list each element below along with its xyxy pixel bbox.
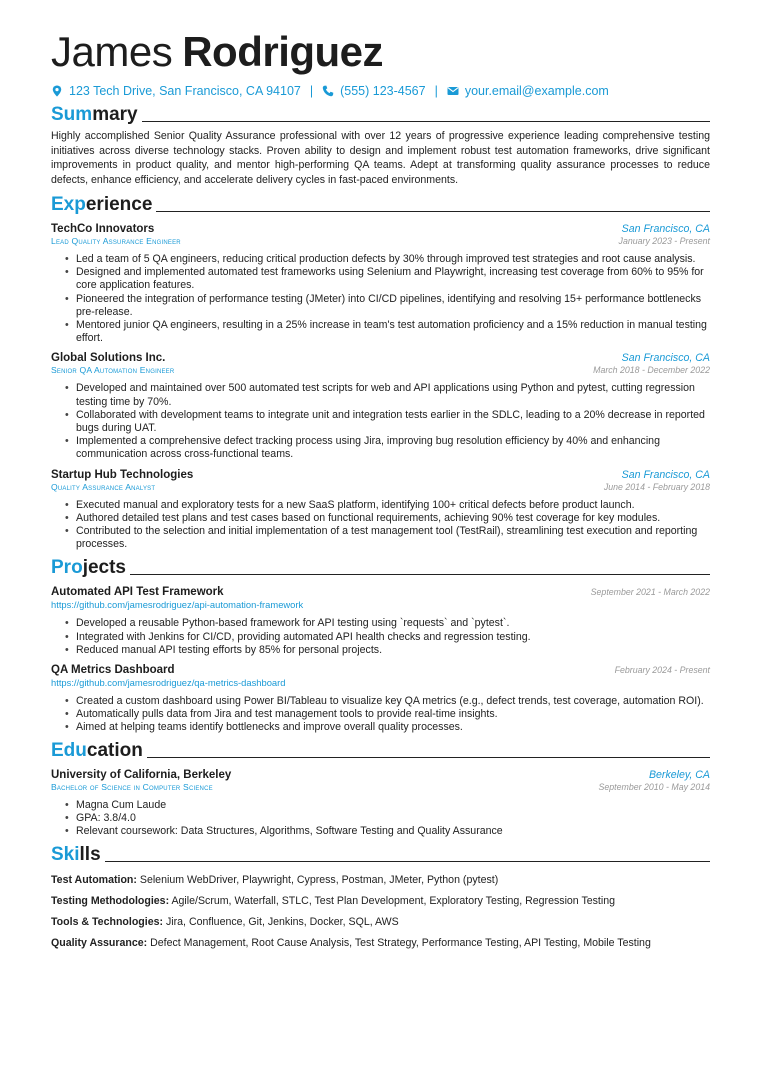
contact-line <box>51 84 710 98</box>
project-link[interactable]: https://github.com/jamesrodriguez/qa-metrics-dashboard <box>51 677 286 689</box>
section-rule <box>156 211 710 212</box>
email-link[interactable]: your.email@example.com <box>464 84 609 98</box>
envelope-icon <box>447 85 459 97</box>
list-item: • Relevant coursework: Data Structures, Algorithms, Software Testing and Quality Assurance <box>76 825 710 838</box>
section-title: Education <box>51 739 143 761</box>
job-location: San Francisco, CA <box>621 223 710 235</box>
job-dates: January 2023 - Present <box>618 236 710 246</box>
section-rule <box>147 757 710 758</box>
list-item: • Aimed at helping teams identify bottlenecks and improve overall quality processes. <box>76 721 710 734</box>
skill-label: Tools & Technologies: <box>51 916 164 929</box>
skills-heading <box>51 844 710 866</box>
skill-value: Agile/Scrum, Waterfall, STLC, Test Plan Development, Exploratory Testing, Regression Testing <box>171 895 616 908</box>
list-item: • Magna Cum Laude <box>76 799 710 812</box>
company-name: Global Solutions Inc. <box>51 352 166 365</box>
address-text: 123 Tech Drive, San Francisco, CA 94107 <box>69 84 301 98</box>
list-item: • Integrated with Jenkins for CI/CD, providing automated API health checks and regression testing. <box>76 631 710 644</box>
list-item: • Implemented a comprehensive defect tracking process using Jira, improving bug resolution efficiency by 40% and enhancing communication across cross-functional teams. <box>76 435 710 461</box>
school-location: Berkeley, CA <box>648 768 710 781</box>
contact-separator: | <box>309 84 314 98</box>
section-rule <box>142 121 710 122</box>
contact-separator: | <box>434 84 438 98</box>
skill-label: Testing Methodologies: <box>51 895 170 908</box>
job-location: San Francisco, CA <box>621 468 710 481</box>
job-title: Lead Quality Assurance Engineer <box>51 236 181 246</box>
last-name: Rodriguez <box>182 28 384 75</box>
skill-value: Defect Management, Root Cause Analysis, Test Strategy, Performance Testing, API Testing, Mobile Testing <box>150 937 651 950</box>
education-entry <box>51 769 710 839</box>
experience-entry <box>51 352 710 461</box>
job-title: Quality Assurance Analyst <box>51 481 156 492</box>
list-item: • Executed manual and exploratory tests for a new SaaS platform, identifying 100+ critical defects before product launch. <box>76 499 710 512</box>
skill-label: Test Automation: <box>51 874 137 887</box>
project-dates: February 2024 - Present <box>614 665 710 676</box>
list-item: • Mentored junior QA engineers, resulting in a 25% increase in team's test automation proficiency and a 15% reduction in manual testing effort. <box>76 319 710 345</box>
project-entry <box>51 586 710 657</box>
skill-value: Selenium WebDriver, Playwright, Cypress, Postman, JMeter, Python (pytest) <box>139 874 499 887</box>
phone-icon <box>322 85 334 97</box>
bullet-list <box>51 253 710 345</box>
projects-heading <box>51 557 710 579</box>
skill-value: Jira, Confluence, Git, Jenkins, Docker, SQL, AWS <box>165 916 399 929</box>
project-name: Automated API Test Framework <box>51 586 224 599</box>
section-title: Summary <box>51 104 138 125</box>
map-marker-icon <box>51 85 63 97</box>
list-item: • Contributed to the selection and initial implementation of a test management tool (TestRail), streamlining test execution and reporting processes. <box>76 525 710 551</box>
skill-row <box>51 873 710 887</box>
education-dates: September 2010 - May 2014 <box>598 781 710 792</box>
company-name: TechCo Innovators <box>51 223 155 235</box>
project-entry <box>51 664 710 735</box>
skill-row <box>51 894 710 908</box>
project-name: QA Metrics Dashboard <box>51 664 175 677</box>
section-rule <box>105 861 710 862</box>
bullet-list <box>51 499 710 552</box>
experience-entry <box>51 223 710 345</box>
skill-row <box>51 915 710 929</box>
school-name: University of California, Berkeley <box>51 768 232 781</box>
job-location: San Francisco, CA <box>621 352 710 365</box>
list-item: • Developed and maintained over 500 automated test scripts for web and API applications using Python and pytest, cutting regression testing time by 70%. <box>76 382 710 408</box>
section-rule <box>130 574 710 575</box>
section-title: Skills <box>51 844 101 866</box>
list-item: • Authored detailed test plans and test cases based on functional requirements, achieving 90% test coverage for key modules. <box>76 512 710 525</box>
experience-heading <box>51 194 710 216</box>
list-item: • Collaborated with development teams to integrate unit and integration tests earlier in the SDLC, leading to a 20% decrease in reported bugs during UAT. <box>76 409 710 435</box>
job-dates: March 2018 - December 2022 <box>593 365 710 376</box>
list-item: • Designed and implemented automated test frameworks using Selenium and Playwright, increasing test coverage from 60% to 95% for core application features. <box>76 266 710 292</box>
summary-heading <box>51 104 710 126</box>
bullet-list <box>51 382 710 461</box>
degree-title: Bachelor of Science in Computer Science <box>51 781 213 792</box>
skill-label: Quality Assurance: <box>51 937 148 950</box>
list-item: • Automatically pulls data from Jira and test management tools to provide real-time insights. <box>76 708 710 721</box>
skill-row <box>51 936 710 950</box>
list-item: • Developed a reusable Python-based framework for API testing using `requests` and `pytest`. <box>76 617 710 630</box>
list-item: • GPA: 3.8/4.0 <box>76 812 710 825</box>
list-item: • Led a team of 5 QA engineers, reducing critical production defects by 30% through improved test strategies and root cause analysis. <box>76 253 710 266</box>
bullet-list <box>51 799 710 839</box>
bullet-list <box>51 617 710 657</box>
first-name: James <box>51 28 173 75</box>
project-dates: September 2021 - March 2022 <box>590 587 710 598</box>
candidate-name <box>51 28 710 76</box>
job-title: Senior QA Automation Engineer <box>51 365 175 376</box>
project-link[interactable]: https://github.com/jamesrodriguez/api-automation-framework <box>51 599 304 611</box>
section-title: Experience <box>51 194 153 215</box>
list-item: • Created a custom dashboard using Power BI/Tableau to visualize key QA metrics (e.g., defect trends, test coverage, automation ROI). <box>76 695 710 708</box>
company-name: Startup Hub Technologies <box>51 468 194 481</box>
list-item: • Pioneered the integration of performance testing (JMeter) into CI/CD pipelines, identifying and resolving 15+ performance bottlenecks pre-release. <box>76 293 710 319</box>
section-title: Projects <box>51 557 126 579</box>
experience-entry <box>51 469 710 552</box>
education-heading <box>51 740 710 762</box>
job-dates: June 2014 - February 2018 <box>603 481 710 492</box>
bullet-list <box>51 695 710 735</box>
list-item: • Reduced manual API testing efforts by 85% for personal projects. <box>76 644 710 657</box>
summary-text: Highly accomplished Senior Quality Assurance professional with over 12 years of progressive experience leading comprehensive testing initiatives across diverse technology stacks. Proven ability to design and implement robust test automation frameworks, drive significant improvements in product quality, and mentor high-performing QA teams. Adept at transforming quality assurance processes to reduce defects, enhance efficiency, and accelerate delivery cycles in fast-paced environments. <box>51 130 710 186</box>
phone-text: (555) 123-4567 <box>340 84 426 98</box>
